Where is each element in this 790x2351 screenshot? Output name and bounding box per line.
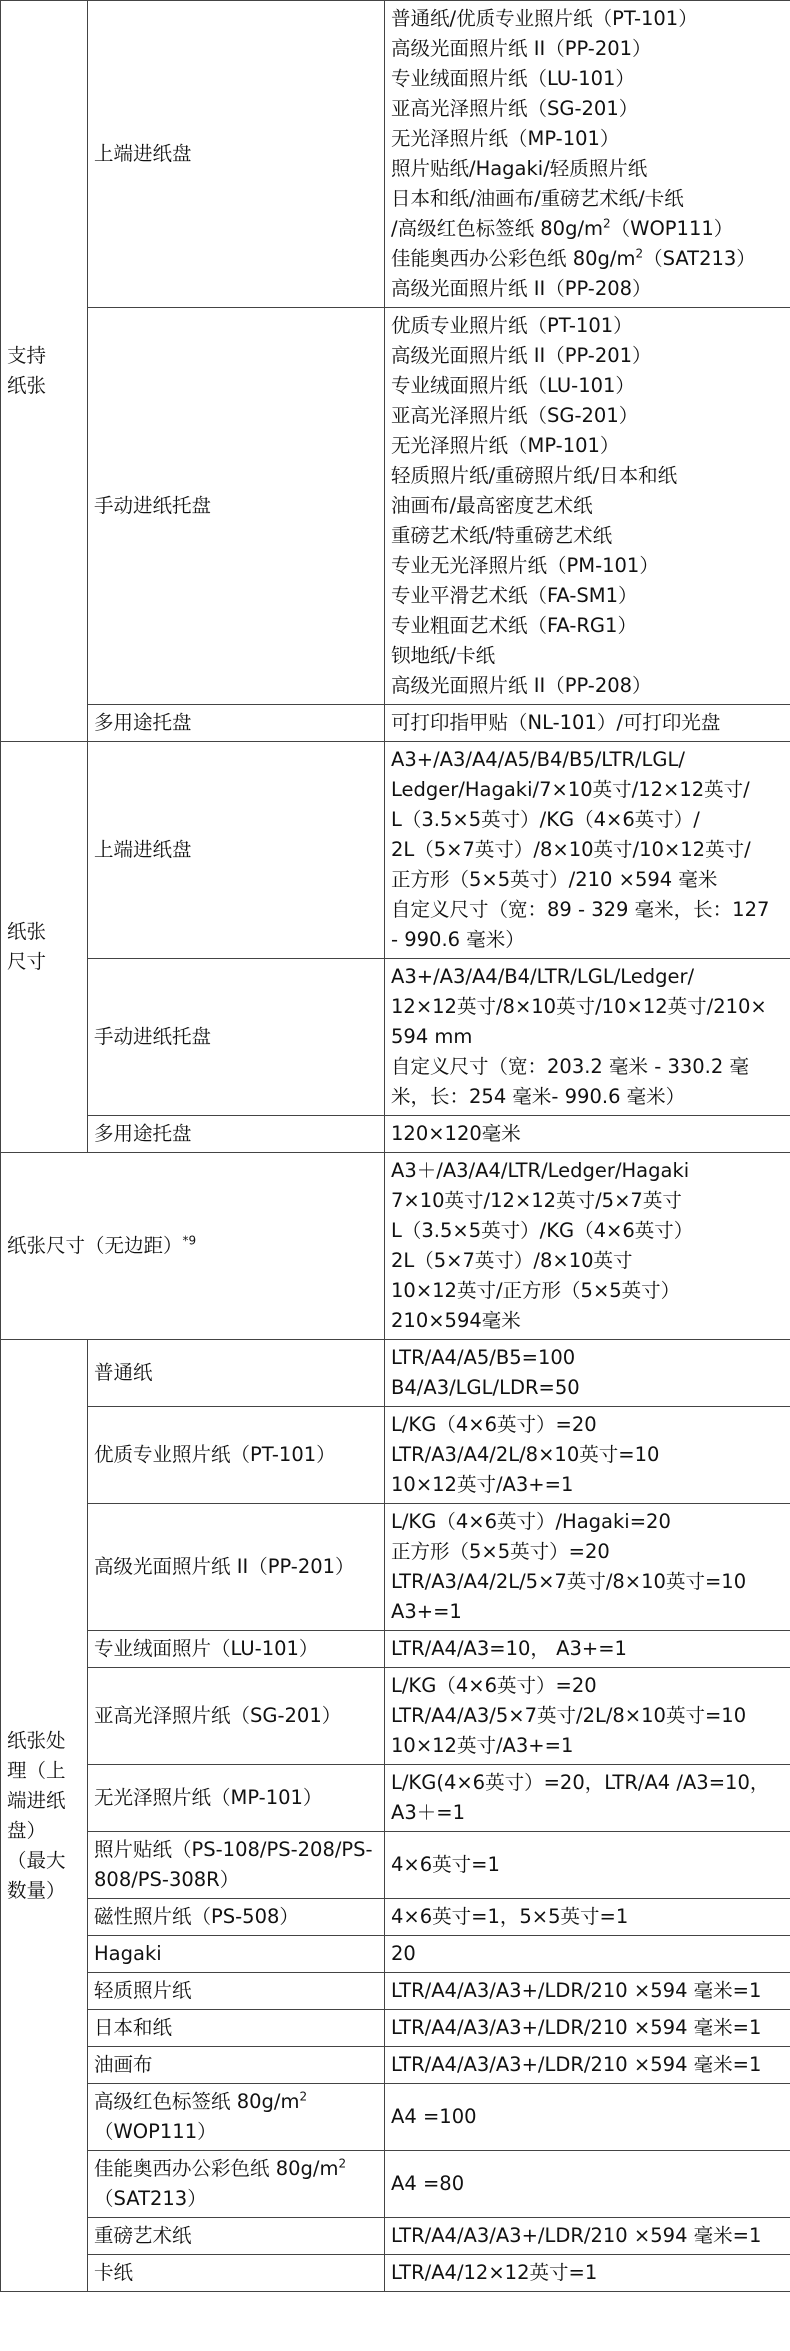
support-multi-label: 多用途托盘 (88, 705, 385, 742)
support-multi-value: 可打印指甲贴（NL-101）/可打印光盘 (385, 705, 790, 742)
capacity-row (1, 1407, 790, 1504)
capacity-values: L/KG（4×6英寸）=20 LTR/A4/A3/5×7英寸/2L/8×10英寸=10 10×12英寸/A3+=1 (385, 1668, 790, 1765)
capacity-label: 油画布 (88, 2047, 385, 2084)
capacity-row (1, 1340, 790, 1407)
capacity-label: 普通纸 (88, 1340, 385, 1407)
size-multi-row (1, 1116, 790, 1153)
capacity-values: LTR/A4/A5/B5=100 B4/A3/LGL/LDR=50 (385, 1340, 790, 1407)
support-upper-row (1, 1, 790, 308)
capacity-row (1, 1973, 790, 2010)
capacity-label: Hagaki (88, 1936, 385, 1973)
capacity-label: 照片贴纸（PS-108/PS-208/PS-808/PS-308R） (88, 1832, 385, 1899)
support-manual-label: 手动进纸托盘 (88, 308, 385, 705)
capacity-row (1, 2047, 790, 2084)
size-multi-value: 120×120毫米 (385, 1116, 790, 1153)
capacity-row (1, 1668, 790, 1765)
capacity-label: 卡纸 (88, 2255, 385, 2292)
capacity-label: 高级光面照片纸 II（PP-201） (88, 1504, 385, 1631)
support-multi-row (1, 705, 790, 742)
borderless-row (1, 1153, 790, 1340)
size-upper-row (1, 742, 790, 959)
capacity-label: 轻质照片纸 (88, 1973, 385, 2010)
footnote-ref: *9 (182, 1233, 197, 1248)
capacity-values: A4 =100 (385, 2084, 790, 2151)
capacity-row (1, 1936, 790, 1973)
capacity-label: 佳能奥西办公彩色纸 $80g/m^2$ （SAT213） (88, 2151, 385, 2218)
capacity-row (1, 2084, 790, 2151)
capacity-label: 亚高光泽照片纸（SG-201） (88, 1668, 385, 1765)
borderless-label: 纸张尺寸（无边距）$^{*9}$ (1, 1153, 385, 1340)
capacity-values: A4 =80 (385, 2151, 790, 2218)
capacity-row (1, 1504, 790, 1631)
capacity-label: 优质专业照片纸（PT-101） (88, 1407, 385, 1504)
size-category: 纸张 尺寸 (1, 742, 88, 1153)
capacity-label: 无光泽照片纸（MP-101） (88, 1765, 385, 1832)
capacity-row (1, 1832, 790, 1899)
capacity-row (1, 2151, 790, 2218)
support-manual-values: 优质专业照片纸（PT-101） 高级光面照片纸 II（PP-201） 专业绒面照片纸（LU-101） 亚高光泽照片纸（SG-201） 无光泽照片纸（MP-101） 轻质照片纸/重磅照片纸/日本和纸 油画布/最高密度艺术纸 重磅艺术纸/特重磅艺术纸 专业无光泽照片纸（PM-101） 专业平滑艺术纸（FA-SM1） 专业粗面艺术纸（FA-RG1） 钡地纸/卡纸 高级光面照片纸 II（PP-208） (385, 308, 790, 705)
capacity-values: LTR/A4/A3/A3+/LDR/210 ×594 毫米=1 (385, 1973, 790, 2010)
capacity-values: 20 (385, 1936, 790, 1973)
capacity-values: L/KG（4×6英寸）=20 LTR/A3/A4/2L/8×10英寸=10 10×12英寸/A3+=1 (385, 1407, 790, 1504)
support-category: 支持 纸张 (1, 1, 88, 742)
capacity-values: L/KG(4×6英寸）=20，LTR/A4 /A3=10， A3＋=1 (385, 1765, 790, 1832)
size-upper-values: A3+/A3/A4/A5/B4/B5/LTR/LGL/ Ledger/Hagaki/7×10英寸/12×12英寸/ L（3.5×5英寸）/KG（4×6英寸）/ 2L（5×7英寸）/8×10英寸/10×12英寸/ 正方形（5×5英寸）/210 ×594 毫米 自定义尺寸（宽：89 - 329 毫米，长：127 - 990.6 毫米） (385, 742, 790, 959)
capacity-values: 4×6英寸=1 (385, 1832, 790, 1899)
capacity-category: 纸张处 理（上 端进纸 盘） （最大 数量） (1, 1340, 88, 2292)
capacity-values: LTR/A4/12×12英寸=1 (385, 2255, 790, 2292)
capacity-label: 重磅艺术纸 (88, 2218, 385, 2255)
capacity-row (1, 1899, 790, 1936)
capacity-row (1, 2218, 790, 2255)
capacity-row (1, 2255, 790, 2292)
capacity-values: 4×6英寸=1，5×5英寸=1 (385, 1899, 790, 1936)
capacity-row (1, 1765, 790, 1832)
size-manual-label: 手动进纸托盘 (88, 959, 385, 1116)
size-upper-label: 上端进纸盘 (88, 742, 385, 959)
support-upper-label: 上端进纸盘 (88, 1, 385, 308)
capacity-label: 高级红色标签纸 $80g/m^2$ （WOP111） (88, 2084, 385, 2151)
support-manual-row (1, 308, 790, 705)
capacity-label: 磁性照片纸（PS-508） (88, 1899, 385, 1936)
capacity-values: LTR/A4/A3/A3+/LDR/210 ×594 毫米=1 (385, 2010, 790, 2047)
capacity-label: 专业绒面照片（LU-101） (88, 1631, 385, 1668)
size-multi-label: 多用途托盘 (88, 1116, 385, 1153)
size-manual-row (1, 959, 790, 1116)
support-upper-values: 普通纸/优质专业照片纸（PT-101） 高级光面照片纸 II（PP-201） 专业绒面照片纸（LU-101） 亚高光泽照片纸（SG-201） 无光泽照片纸（MP-101） 照片贴纸/Hagaki/轻质照片纸 日本和纸/油画布/重磅艺术纸/卡纸 /高级红色标签纸 $80g/m^2(WOP111)$ 佳能奥西办公彩色纸 $80g/m^2(SAT213)$ 高级光面照片纸 II（PP-208） (385, 1, 790, 308)
size-manual-values: A3+/A3/A4/B4/LTR/LGL/Ledger/ 12×12英寸/8×10英寸/10×12英寸/210× 594 mm 自定义尺寸（宽：203.2 毫米 - 330.2 毫 米，长：254 毫米- 990.6 毫米） (385, 959, 790, 1116)
capacity-values: LTR/A4/A3=10， A3+=1 (385, 1631, 790, 1668)
capacity-values: LTR/A4/A3/A3+/LDR/210 ×594 毫米=1 (385, 2047, 790, 2084)
capacity-row (1, 2010, 790, 2047)
capacity-values: LTR/A4/A3/A3+/LDR/210 ×594 毫米=1 (385, 2218, 790, 2255)
capacity-row (1, 1631, 790, 1668)
borderless-values: A3＋/A3/A4/LTR/Ledger/Hagaki 7×10英寸/12×12英寸/5×7英寸 L（3.5×5英寸）/KG（4×6英寸） 2L（5×7英寸）/8×10英寸 10×12英寸/正方形（5×5英寸） 210×594毫米 (385, 1153, 790, 1340)
capacity-values: L/KG（4×6英寸）/Hagaki=20 正方形（5×5英寸）=20 LTR/A3/A4/2L/5×7英寸/8×10英寸=10 A3+=1 (385, 1504, 790, 1631)
capacity-label: 日本和纸 (88, 2010, 385, 2047)
